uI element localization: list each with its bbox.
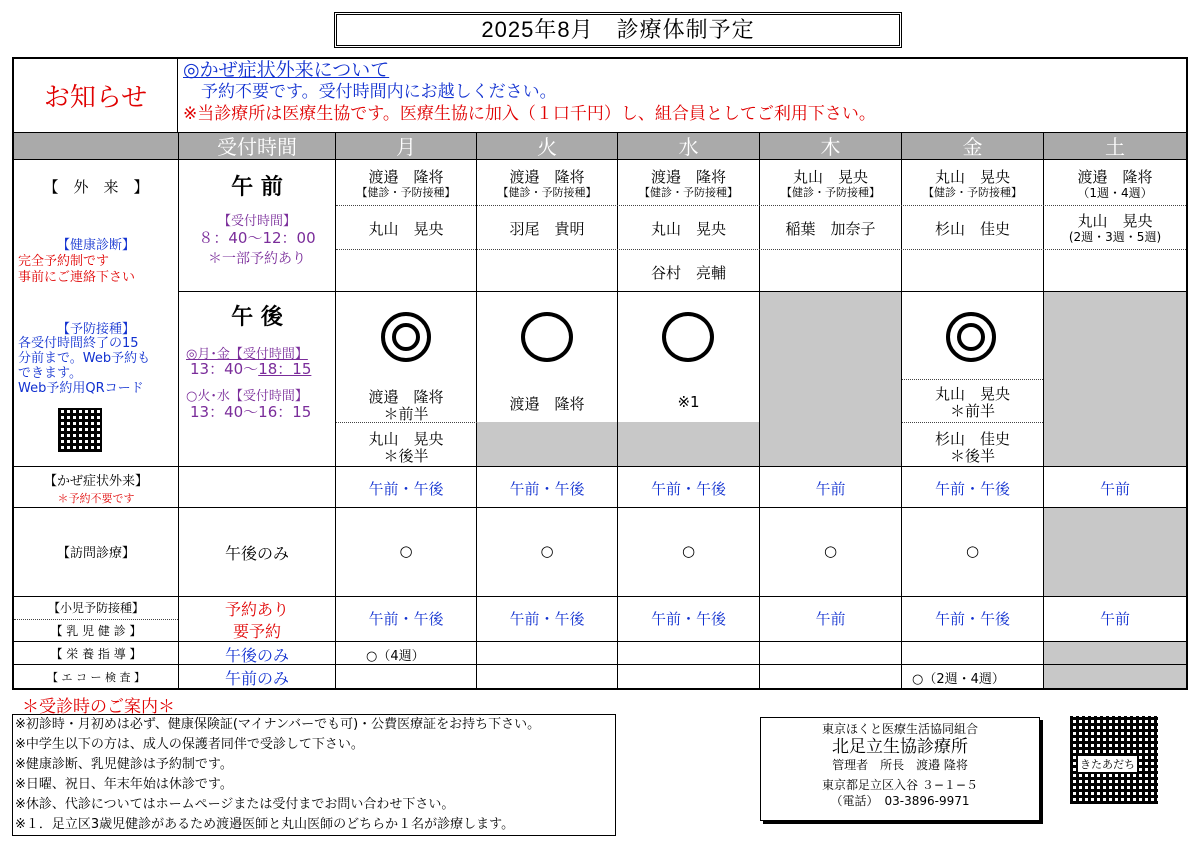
pm-fri-note-1: ＊前半 — [949, 402, 995, 420]
pm-mon-note-1: ＊前半 — [383, 405, 429, 423]
kaze-tue: 午前・午後 — [509, 480, 585, 498]
web-reservation-qr-icon[interactable] — [58, 408, 102, 452]
pm-fri-note-2: ＊後半 — [949, 447, 995, 465]
houmon-time: 午後のみ — [224, 544, 289, 563]
kaze-note: ＊予約不要です — [57, 492, 135, 505]
header-reception: 受付時間 — [179, 132, 335, 160]
houmon-fri: ○ — [965, 542, 980, 560]
echo-label: 【 エ コ ー 検 査 】 — [47, 671, 145, 684]
header-sat: 土 — [1044, 132, 1186, 160]
am-wed-doctor-3: 谷村 亮輔 — [650, 264, 726, 282]
header-fri: 金 — [902, 132, 1043, 160]
notice-label: お知らせ — [14, 59, 178, 132]
sat-houmon-closed — [1044, 508, 1186, 596]
am-mon-sub-1: 【健診・予防接種】 — [356, 186, 456, 199]
echo-time: 午前のみ — [224, 669, 289, 688]
guide-line: ※健康診断、乳児健診は予約制です。 — [15, 757, 233, 772]
notice-line-2: 予約不要です。受付時間内にお越しください。 — [201, 82, 557, 102]
yobo-title: 【予防接種】 — [56, 322, 135, 337]
thu-pm-closed — [760, 292, 901, 466]
am-thu-doctor-1: 丸山 晃央 — [792, 168, 868, 186]
am-mon-doctor-2: 丸山 晃央 — [368, 220, 444, 238]
kaze-wed: 午前・午後 — [650, 480, 726, 498]
pm-recept1-time: 13：40～18：15 — [190, 360, 312, 378]
sat-eiyo-echo-closed — [1044, 642, 1186, 688]
shoni-label: 【小児予防接種】 — [47, 601, 144, 615]
yobo-text: 各受付時間終了の15 分前まで。Web予約も できます。 Web予約用QRコード — [18, 336, 151, 396]
pm-fri-doctor-2: 杉山 佳史 — [934, 430, 1010, 448]
houmon-label: 【訪問診療】 — [56, 546, 135, 561]
pm-recept2-title: ○火･水【受付時間】 — [186, 389, 308, 404]
header-thu: 木 — [760, 132, 901, 160]
am-sat-sub-2: (2週・3週・5週) — [1068, 230, 1162, 244]
am-wed-doctor-2: 丸山 晃央 — [650, 220, 726, 238]
am-fri-sub-1: 【健診・予防接種】 — [923, 186, 1022, 199]
eiyo-time: 午後のみ — [224, 646, 289, 665]
am-thu-sub-1: 【健診・予防接種】 — [781, 186, 880, 199]
am-tue-sub-1: 【健診・予防接種】 — [497, 186, 597, 199]
kaze-fri: 午前・午後 — [934, 480, 1010, 498]
shoni-tue: 午前・午後 — [509, 610, 585, 628]
pm-mon-doctor-1: 渡邉 隆将 — [368, 388, 444, 406]
tue-wed-late-closed — [477, 422, 759, 466]
clinic-tel: （電話） 03-3896-9971 — [830, 794, 970, 808]
houmon-tue: ○ — [540, 542, 554, 560]
am-recept-title: 【受付時間】 — [217, 214, 296, 229]
am-thu-doctor-2: 稲葉 加奈子 — [785, 220, 876, 238]
kaze-sat: 午前 — [1099, 480, 1130, 498]
pm-recept2-time: 13：40～16：15 — [190, 403, 312, 421]
notice-line-3: ※当診療所は医療生協です。医療生協に加入（１口千円）し、組合員としてご利用下さい。 — [183, 104, 876, 124]
am-label: 午 前 — [231, 175, 283, 200]
eiyo-mon: ○（4週） — [366, 649, 425, 664]
qr-caption: きたあだち — [1080, 758, 1135, 771]
mon-pm-double-circle-icon — [381, 312, 431, 362]
header-tue: 火 — [477, 132, 617, 160]
am-fri-doctor-1: 丸山 晃央 — [934, 168, 1010, 186]
pm-tue-doctor: 渡邉 隆将 — [509, 395, 585, 413]
nyuji-note: 要予約 — [232, 622, 281, 641]
guide-line: ※中学生以下の方は、成人の保護者同伴で受診して下さい。 — [15, 737, 364, 752]
am-fri-doctor-2: 杉山 佳史 — [934, 220, 1010, 238]
kenko-text: 完全予約制です 事前にご連絡下さい — [18, 254, 136, 285]
am-sat-sub-1: （1週・4週） — [1077, 186, 1153, 200]
clinic-info — [760, 717, 1040, 821]
shoni-fri: 午前・午後 — [934, 610, 1010, 628]
kaze-thu: 午前 — [815, 480, 846, 498]
notice-box — [179, 59, 1186, 132]
header-wed: 水 — [618, 132, 759, 160]
am-wed-doctor-1: 渡邉 隆将 — [650, 168, 726, 186]
am-sat-doctor-2: 丸山 晃央 — [1077, 212, 1153, 230]
houmon-mon: ○ — [399, 542, 413, 560]
shoni-mon: 午前・午後 — [368, 610, 444, 628]
pm-wed-note: ※1 — [677, 393, 700, 411]
kaze-label: 【かぜ症状外来】 — [43, 474, 148, 489]
shoni-thu: 午前 — [815, 610, 846, 628]
pm-mon-note-2: ＊後半 — [383, 447, 429, 465]
clinic-manager: 管理者 所長 渡邉 隆将 — [832, 758, 968, 772]
tue-pm-circle-icon — [521, 312, 573, 362]
clinic-address: 東京都足立区入谷 ３−１−５ — [822, 778, 978, 792]
pm-fri-doctor-1: 丸山 晃央 — [934, 385, 1010, 403]
am-recept-note: ＊一部予約あり — [208, 251, 306, 267]
page-title: 2025年8月 診療体制予定 — [334, 12, 902, 48]
nyuji-label: 【 乳 児 健 診 】 — [50, 624, 142, 638]
gairai-label: 【 外 来 】 — [43, 178, 149, 196]
sat-pm-closed — [1044, 292, 1186, 466]
eiyo-label: 【 栄 養 指 導 】 — [50, 647, 142, 661]
header-mon: 月 — [336, 132, 476, 160]
echo-fri: ○（2週・4週） — [912, 672, 1005, 687]
kaze-mon: 午前・午後 — [368, 480, 444, 498]
am-tue-doctor-1: 渡邉 隆将 — [509, 168, 585, 186]
shoni-sat: 午前 — [1099, 610, 1130, 628]
guide-line: ※初診時・月初めは必ず、健康保険証(マイナンバーでも可)・公費医療証をお持ち下さい。 — [15, 717, 541, 732]
wed-pm-circle-icon — [662, 312, 714, 362]
kenko-title: 【健康診断】 — [56, 238, 135, 253]
guide-line: ※日曜、祝日、年末年始は休診です。 — [15, 777, 233, 792]
fri-pm-double-circle-icon — [946, 312, 996, 362]
am-mon-doctor-1: 渡邉 隆将 — [368, 168, 444, 186]
clinic-org: 東京ほくと医療生活協同組合 — [821, 722, 978, 736]
notice-line-1: ◎かぜ症状外来について — [183, 59, 390, 81]
clinic-name: 北足立生協診療所 — [832, 737, 968, 757]
am-sat-doctor-1: 渡邉 隆将 — [1077, 168, 1153, 186]
am-recept-time: ８：40～12：00 — [198, 229, 316, 247]
guide-line: ※休診、代診についてはホームページまたは受付までお問い合わせ下さい。 — [15, 797, 455, 812]
am-wed-sub-1: 【健診・予防接種】 — [639, 186, 738, 199]
houmon-wed: ○ — [681, 542, 696, 560]
pm-label: 午 後 — [231, 305, 283, 330]
houmon-thu: ○ — [823, 542, 838, 560]
shoni-wed: 午前・午後 — [650, 610, 726, 628]
guide-line: ※１．足立区3歳児健診があるため渡邉医師と丸山医師のどちらか１名が診療します。 — [15, 817, 515, 832]
pm-mon-doctor-2: 丸山 晃央 — [368, 430, 444, 448]
guide-title: ＊受診時のご案内＊ — [22, 697, 175, 717]
am-tue-doctor-2: 羽尾 貴明 — [509, 220, 585, 238]
shoni-note: 予約あり — [224, 600, 289, 619]
guide-box — [12, 714, 616, 836]
header-blank — [14, 132, 178, 160]
pm-recept1-title: ◎月･金【受付時間】 — [186, 347, 308, 362]
